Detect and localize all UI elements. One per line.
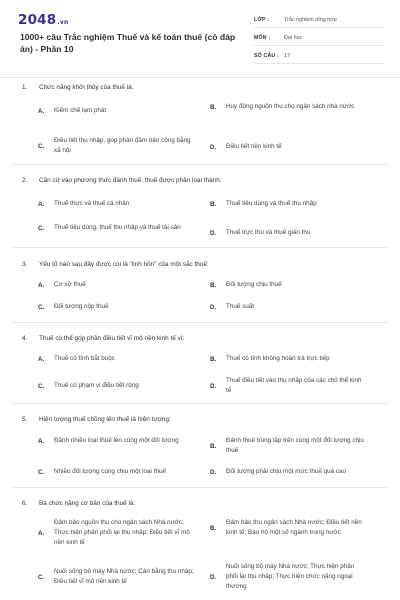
- option-letter: A.: [38, 107, 45, 115]
- question-divider: [12, 164, 388, 165]
- question-item: [0, 78, 400, 165]
- site-logo[interactable]: [18, 12, 68, 28]
- option-text: Điều tiết thu nhập, góp phần đảm bảo công bằng xã hội: [54, 137, 191, 154]
- quiz-meta: [254, 12, 384, 66]
- option-letter: D.: [210, 382, 217, 390]
- quiz-title: 1000+ câu Trắc nghiệm Thuế và kế toán thuế (có đáp án) - Phần 10: [20, 32, 236, 54]
- option-text: Thuế tiêu dùng và thuế thu nhập: [226, 200, 317, 207]
- option-c[interactable]: [38, 467, 194, 477]
- option-letter: B.: [210, 103, 217, 111]
- meta-value: 17: [284, 52, 290, 59]
- option-text: Điều tiết nền kinh tế: [226, 143, 282, 150]
- option-text: Đánh nhiều loại thuế lên cùng một đối tượng: [54, 437, 179, 444]
- option-d[interactable]: [210, 228, 366, 238]
- question-number: 4.: [22, 335, 28, 342]
- question-item: [0, 167, 400, 247]
- option-b[interactable]: [210, 102, 366, 112]
- option-a[interactable]: [38, 199, 194, 209]
- option-text: Đối tượng chịu thuế: [226, 281, 282, 288]
- question-item: [0, 488, 400, 600]
- option-b[interactable]: [210, 436, 366, 456]
- option-a[interactable]: [38, 436, 194, 446]
- option-d[interactable]: [210, 467, 366, 477]
- question-item: [0, 404, 400, 487]
- option-letter: D.: [210, 229, 217, 237]
- option-b[interactable]: [210, 199, 366, 209]
- option-letter: C.: [38, 224, 45, 232]
- option-text: Đảm bảo thu ngân sách Nhà nước; Điều tiết nền kinh tế; Bảo hộ một số ngành trong nước: [226, 519, 362, 536]
- option-text: Cơ sở thuế: [54, 281, 86, 288]
- question-number: 5.: [22, 416, 28, 423]
- option-text: Thuế trực thu và thuế gián thu: [226, 229, 311, 236]
- question-prompt: Yếu tố nào sau đây được coi là "linh hồn" của một sắc thuế:: [39, 261, 209, 268]
- question-number: 2.: [22, 177, 28, 184]
- meta-class-row: [254, 12, 384, 28]
- question-text: [22, 177, 222, 184]
- question-item: [0, 323, 400, 403]
- option-c[interactable]: [38, 136, 194, 156]
- logo-tld: .vn: [57, 19, 69, 26]
- option-text: Thuế điều tiết vào thu nhập của các chủ thể kinh tế: [226, 377, 362, 394]
- question-text: [22, 261, 209, 268]
- option-letter: C.: [38, 303, 45, 311]
- option-text: Thuế tiêu dùng, thuế thu nhập và thuế tài sản: [54, 224, 181, 231]
- option-text: Thuế có tính bắt buộc: [54, 355, 115, 362]
- option-text: Huy động nguồn thu cho ngân sách nhà nước: [226, 103, 355, 110]
- meta-key: SỐ CÂU :: [254, 52, 279, 59]
- option-letter: B.: [210, 200, 217, 208]
- option-b[interactable]: [210, 280, 366, 290]
- page-header: [0, 0, 400, 78]
- option-a[interactable]: [38, 518, 194, 548]
- option-c[interactable]: [38, 381, 194, 391]
- meta-value[interactable]: Đại học: [284, 34, 303, 41]
- option-letter: B.: [210, 281, 217, 289]
- question-text: [22, 500, 135, 507]
- question-item: [0, 248, 400, 322]
- option-letter: D.: [210, 303, 217, 311]
- option-a[interactable]: [38, 354, 194, 364]
- option-letter: A.: [38, 355, 45, 363]
- option-text: Đánh thuế trùng lặp trên cùng một đối tượng chịu thuế: [226, 437, 364, 454]
- option-letter: C.: [38, 382, 45, 390]
- question-prompt: Thuế có thể góp phần điều tiết vĩ mô nền kinh tế vì:: [39, 335, 185, 342]
- option-text: Đảm bảo nguồn thu cho ngân sách Nhà nước; Thực hiện phân phối lại thu nhập; Điều tiết vĩ mô nền kinh tế: [54, 519, 190, 546]
- option-letter: D.: [210, 573, 217, 581]
- option-text: Thuế có phạm vi điều tiết rộng: [54, 382, 139, 389]
- option-letter: D.: [210, 143, 217, 151]
- question-number: 3.: [22, 261, 28, 268]
- option-text: Nuôi sống bộ máy Nhà nước; Cân bằng thu nhập; Điều tiết vĩ mô nền kinh tế: [54, 568, 194, 585]
- option-d[interactable]: [210, 302, 366, 312]
- option-a[interactable]: [38, 106, 194, 116]
- option-letter: A.: [38, 281, 45, 289]
- option-d[interactable]: [210, 376, 366, 396]
- option-text: Đối tượng phải chịu một mức thuế quá cao: [226, 468, 347, 475]
- option-letter: B.: [210, 524, 217, 532]
- option-letter: C.: [38, 142, 45, 150]
- question-text: [22, 416, 171, 423]
- option-letter: A.: [38, 437, 45, 445]
- meta-value[interactable]: Trắc nghiệm tổng hợp: [284, 16, 337, 23]
- option-letter: B.: [210, 355, 217, 363]
- option-text: Nuôi sống bộ máy Nhà nước; Thực hiện phân phối lại thu nhập; Thực hiện chức năng ngoại thương: [226, 563, 355, 590]
- option-letter: A.: [38, 200, 45, 208]
- option-c[interactable]: [38, 567, 194, 587]
- option-c[interactable]: [38, 223, 194, 233]
- option-d[interactable]: [210, 142, 366, 152]
- meta-key: LỚP :: [254, 16, 270, 23]
- option-c[interactable]: [38, 302, 194, 312]
- question-prompt: Căn cứ vào phương thức đánh thuế, thuế được phân loại thành:: [39, 177, 222, 184]
- question-number: 1.: [22, 84, 28, 91]
- option-letter: D.: [210, 468, 217, 476]
- question-text: [22, 335, 184, 342]
- option-text: Thuế có tính không hoàn trả trực tiếp: [226, 355, 330, 362]
- option-letter: C.: [38, 573, 45, 581]
- option-letter: C.: [38, 468, 45, 476]
- option-letter: A.: [38, 529, 45, 537]
- logo-text: 2048: [18, 12, 57, 28]
- option-b[interactable]: [210, 518, 366, 538]
- option-text: Thuế suất: [226, 303, 255, 310]
- question-number: 6.: [22, 500, 28, 507]
- question-prompt: Ba chức năng cơ bản của thuế là:: [39, 500, 136, 507]
- option-letter: B.: [210, 442, 217, 450]
- meta-subject-row: [254, 30, 384, 46]
- option-a[interactable]: [38, 280, 194, 290]
- option-b[interactable]: [210, 354, 366, 364]
- option-d[interactable]: [210, 562, 366, 592]
- option-text: Thuế thực và thuế cá nhân: [54, 200, 130, 207]
- option-text: Kiềm chế lạm phát: [54, 107, 107, 114]
- question-prompt: Hiện tượng thuế chồng lên thuế là hiện tượng:: [39, 416, 171, 423]
- question-text: [22, 84, 133, 91]
- option-text: Đối tượng nộp thuế: [54, 303, 109, 310]
- meta-key: MÔN :: [254, 34, 271, 41]
- option-text: Nhiều đối tượng cùng chịu một loại thuế: [54, 468, 166, 475]
- meta-count-row: [254, 48, 384, 64]
- question-prompt: Chức năng khởi thủy của thuế là:: [39, 84, 134, 91]
